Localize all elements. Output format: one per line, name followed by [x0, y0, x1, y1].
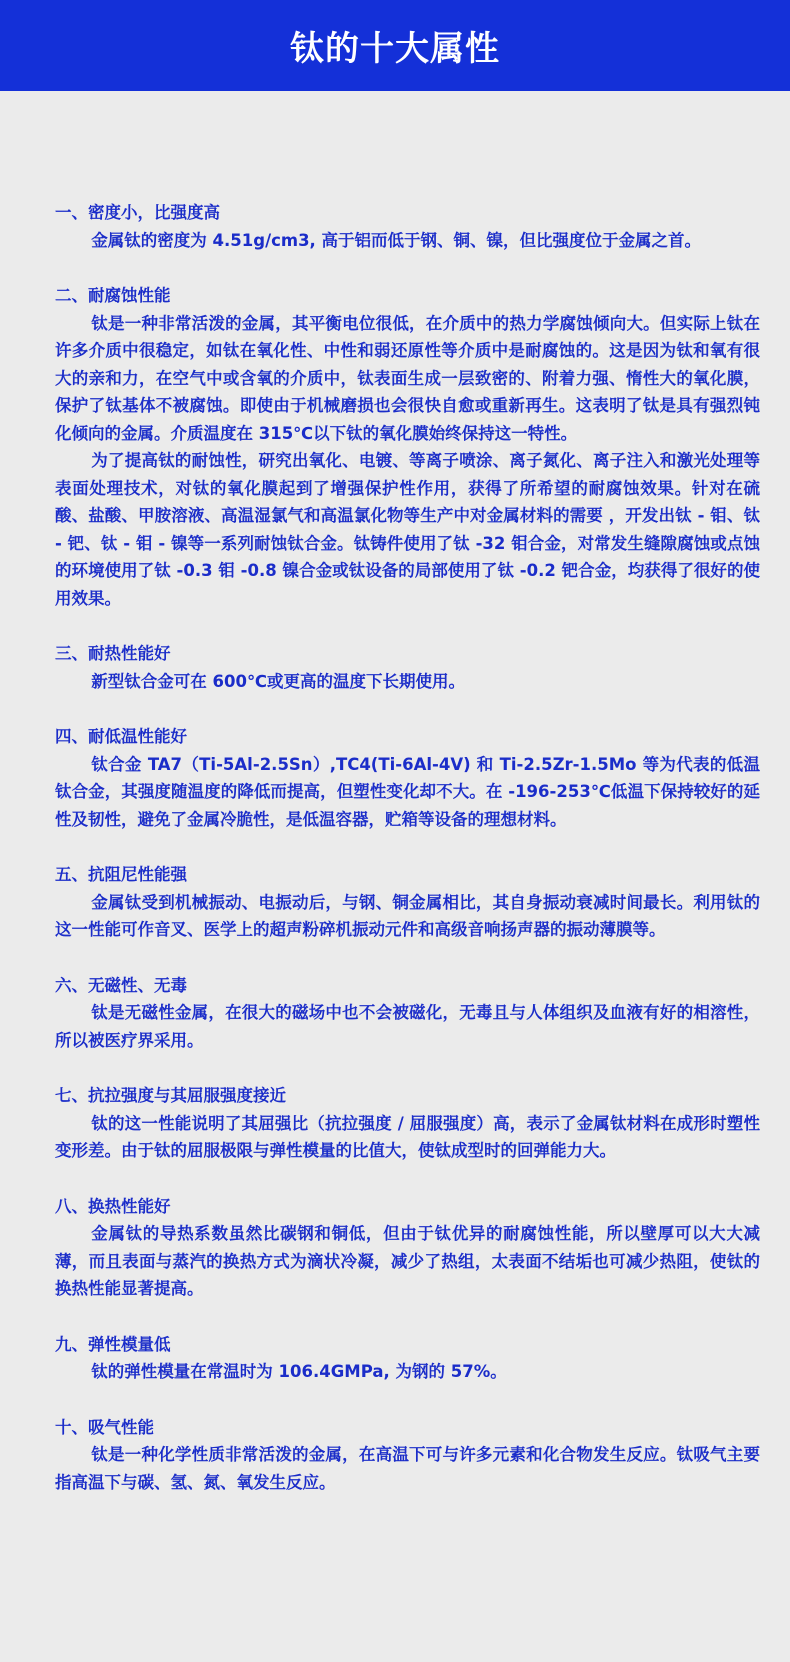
property-section — [55, 282, 760, 612]
section-heading: 五、抗阻尼性能强 — [55, 865, 187, 884]
section-paragraph: 钛是无磁性金属，在很大的磁场中也不会被磁化，无毒且与人体组织及血液有好的相溶性，所以被医疗界采用。 — [55, 1003, 760, 1050]
section-heading: 十、吸气性能 — [55, 1417, 154, 1437]
property-section — [55, 199, 760, 254]
article-body — [55, 199, 760, 1524]
section-paragraph: 钛的弹性模量在常温时为 106.4GMPa, 为钢的 57%。 — [91, 1362, 507, 1381]
section-heading: 一、密度小，比强度高 — [55, 203, 220, 222]
section-paragraph: 金属钛的密度为 4.51g/cm3, 高于铝而低于钢、铜、镍，但比强度位于金属之首。 — [91, 230, 702, 250]
property-section — [55, 723, 760, 833]
property-section — [55, 1331, 760, 1386]
section-heading: 八、换热性能好 — [55, 1196, 171, 1216]
section-heading: 六、无磁性、无毒 — [55, 975, 187, 995]
property-section — [55, 1082, 760, 1165]
section-heading: 三、耐热性能好 — [55, 644, 171, 663]
section-heading: 四、耐低温性能好 — [55, 727, 187, 746]
section-paragraph: 钛是一种非常活泼的金属，其平衡电位很低，在介质中的热力学腐蚀倾向大。但实际上钛在许多介质中很稳定，如钛在氧化性、中性和弱还原性等介质中是耐腐蚀的。这是因为钛和氧有很大的亲和力，在空气中或含氧的介质中，钛表面生成一层致密的、附着力强、惰性大的氧化膜，保护了钛基体不被腐蚀。即使由于机械磨损也会很快自愈或重新再生。这表明了钛是具有强烈钝化倾向的金属。介质温度在 315℃以下钛的氧化膜始终保持这一特性。 — [55, 313, 760, 443]
property-section — [55, 861, 760, 944]
section-heading: 七、抗拉强度与其屈服强度接近 — [55, 1086, 286, 1105]
page-header — [0, 0, 790, 91]
section-heading: 九、弹性模量低 — [55, 1334, 171, 1354]
property-section — [55, 972, 760, 1055]
section-paragraph: 钛是一种化学性质非常活泼的金属，在高温下可与许多元素和化合物发生反应。钛吸气主要指高温下与碳、氢、氮、氧发生反应。 — [55, 1445, 760, 1492]
section-paragraph: 金属钛受到机械振动、电振动后，与钢、铜金属相比，其自身振动衰减时间最长。利用钛的这一性能可作音叉、医学上的超声粉碎机振动元件和高级音响扬声器的振动薄膜等。 — [55, 892, 760, 939]
property-section — [55, 1414, 760, 1497]
property-section — [55, 1193, 760, 1303]
section-paragraph: 钛的这一性能说明了其屈强比（抗拉强度 / 屈服强度）高，表示了金属钛材料在成形时塑性变形差。由于钛的屈服极限与弹性模量的比值大，使钛成型时的回弹能力大。 — [55, 1113, 760, 1160]
section-paragraph: 为了提高钛的耐蚀性，研究出氧化、电镀、等离子喷涂、离子氮化、离子注入和激光处理等表面处理技术，对钛的氧化膜起到了增强保护性作用，获得了所希望的耐腐蚀效果。针对在硫酸、盐酸、甲胺溶液、高温湿氯气和高温氯化物等生产中对金属材料的需要 ，开发出钛 - 钼、钛 - 钯、钛 - 钼 - 镍等一系列耐蚀钛合金。钛铸件使用了钛 -32 钼合金，对常发生缝隙腐蚀或点蚀的环境使用了钛 -0.3 钼 -0.8 镍合金或钛设备的局部使用了钛 -0.2 钯合金，均获得了很好的使用效果。 — [55, 451, 760, 608]
property-section — [55, 640, 760, 695]
page-title: 钛的十大属性 — [290, 29, 500, 69]
section-paragraph: 金属钛的导热系数虽然比碳钢和铜低，但由于钛优异的耐腐蚀性能，所以壁厚可以大大减薄，而且表面与蒸汽的换热方式为滴状冷凝，减少了热组，太表面不结垢也可减少热阻，使钛的换热性能显著提高。 — [55, 1224, 760, 1298]
section-paragraph: 钛合金 TA7（Ti-5Al-2.5Sn）,TC4(Ti-6Al-4V) 和 Ti-2.5Zr-1.5Mo 等为代表的低温钛合金，其强度随温度的降低而提高，但塑性变化却不大。在 -196-253℃低温下保持较好的延性及韧性，避免了金属冷脆性，是低温容器，贮箱等设备的理想材料。 — [55, 754, 760, 829]
section-heading: 二、耐腐蚀性能 — [55, 286, 171, 305]
section-paragraph: 新型钛合金可在 600℃或更高的温度下长期使用。 — [91, 671, 465, 691]
